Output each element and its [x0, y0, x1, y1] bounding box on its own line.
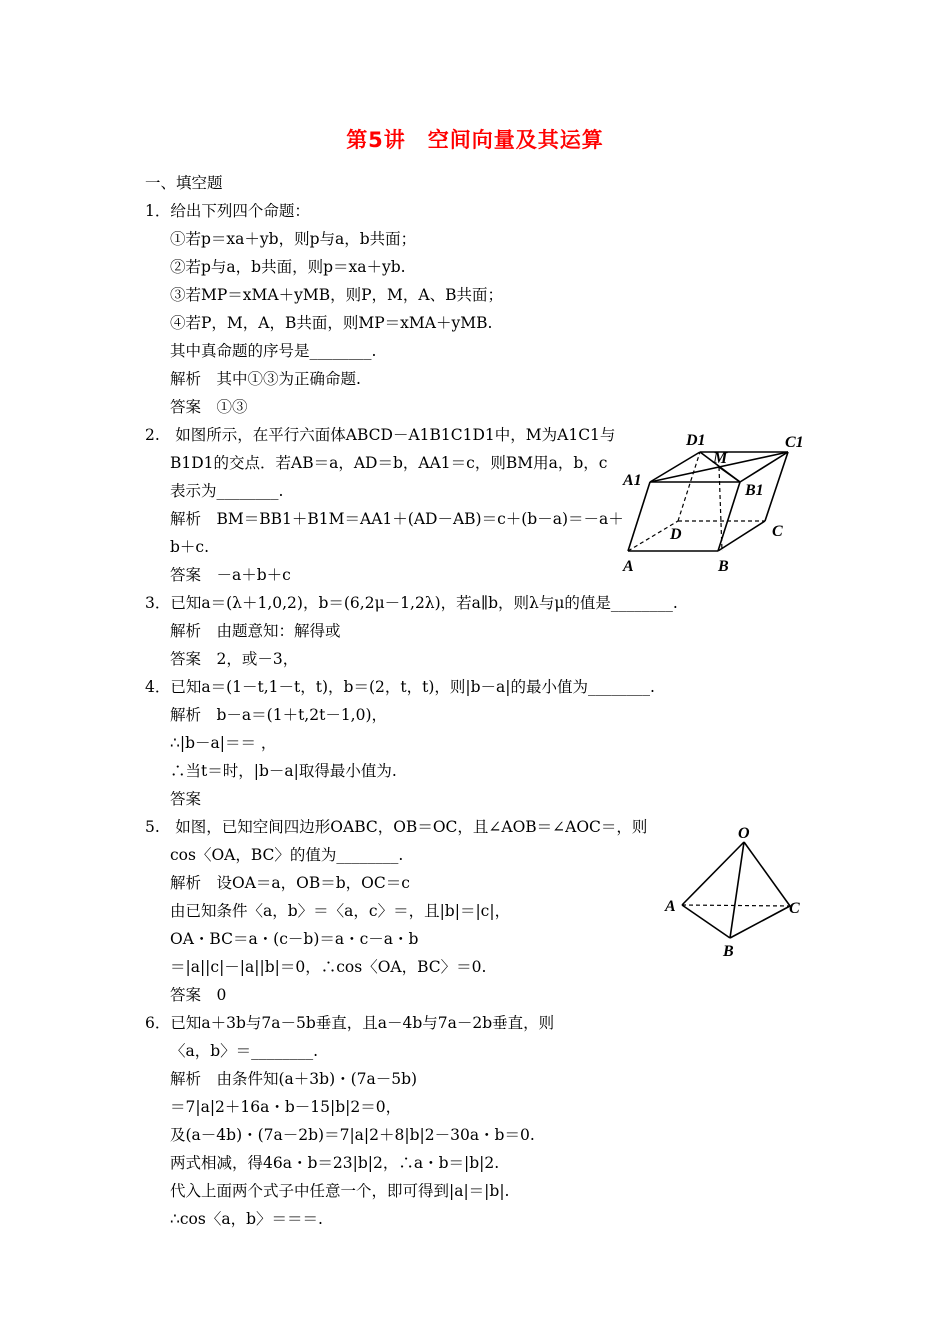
tetrahedron-figure — [660, 820, 810, 965]
label-B: B — [718, 558, 729, 575]
text-line: 答案 0 — [170, 986, 227, 1004]
text-line: 答案 2，或－3， — [170, 650, 299, 668]
text-line: 代入上面两个式子中任意一个，即可得到|a|＝|b|. — [170, 1182, 510, 1200]
label-C1: C1 — [785, 434, 804, 451]
text-line: 答案 — [170, 790, 202, 808]
label-C: C — [772, 523, 783, 540]
text-line: 解析 b－a＝(1＋t,2t－1,0)， — [170, 706, 388, 724]
label-O: O — [738, 825, 750, 842]
text-line: cos〈OA，BC〉的值为________. — [170, 846, 404, 864]
text-line: OA・BC＝a・(c－b)＝a・c－a・b — [170, 930, 419, 948]
text-line: 由已知条件〈a，b〉＝〈a，c〉＝，且|b|＝|c|， — [170, 902, 511, 920]
label-C2: C — [789, 900, 800, 917]
text-line: ③若MP＝xMA＋yMB，则P，M，A、B共面； — [170, 286, 504, 304]
text-line: 1．给出下列四个命题： — [145, 202, 310, 220]
text-line: 解析 BM＝BB1＋B1M＝AA1＋(AD－AB)＝c＋(b－a)＝－a＋ — [170, 510, 624, 528]
text-line: B1D1的交点．若AB＝a，AD＝b，AA1＝c，则BM用a，b，c — [170, 454, 608, 472]
text-line: 其中真命题的序号是________. — [170, 342, 377, 360]
text-line: 解析 设OA＝a，OB＝b，OC＝c — [170, 874, 410, 892]
label-B1: B1 — [745, 482, 764, 499]
text-line: ∴当t＝时，|b－a|取得最小值为. — [170, 762, 397, 780]
label-D1: D1 — [686, 432, 706, 449]
text-line: 解析 其中①③为正确命题. — [170, 370, 361, 388]
text-line: 6．已知a＋3b与7a－5b垂直，且a－4b与7a－2b垂直，则 — [145, 1014, 555, 1032]
text-line: 解析 由题意知：解得或 — [170, 622, 341, 640]
text-line: 〈a，b〉＝________. — [170, 1042, 319, 1060]
text-line: b＋c. — [170, 538, 210, 556]
text-line: ∴cos〈a，b〉＝＝＝. — [170, 1210, 323, 1228]
text-line: 解析 由条件知(a＋3b)・(7a－5b) — [170, 1070, 418, 1088]
text-line: 两式相减，得46a・b＝23|b|2，∴a・b＝|b|2. — [170, 1154, 500, 1172]
label-D: D — [670, 526, 682, 543]
text-line: ④若P，M，A，B共面，则MP＝xMA＋yMB. — [170, 314, 493, 332]
text-line: 4．已知a＝(1－t,1－t，t)，b＝(2，t，t)，则|b－a|的最小值为________. — [145, 678, 655, 696]
text-line: 2. 如图所示，在平行六面体ABCD－A1B1C1D1中，M为A1C1与 — [145, 426, 616, 444]
page-title: 第5讲 空间向量及其运算 — [346, 128, 604, 152]
text-line: ②若p与a，b共面，则p＝xa＋yb. — [170, 258, 406, 276]
label-B2: B — [723, 943, 734, 960]
text-line: 表示为________. — [170, 482, 284, 500]
text-line: 答案 －a＋b＋c — [170, 566, 291, 584]
label-A: A — [623, 558, 634, 575]
label-A2: A — [665, 898, 676, 915]
text-line: 5. 如图，已知空间四边形OABC，OB＝OC，且∠AOB＝∠AOC＝，则 — [145, 818, 648, 836]
label-A1: A1 — [623, 472, 642, 489]
parallelepiped-figure — [610, 425, 810, 580]
label-M: M — [713, 450, 728, 467]
text-line: 一、填空题 — [145, 174, 223, 192]
text-line: ＝7|a|2＋16a・b－15|b|2＝0， — [170, 1098, 402, 1116]
text-line: ∴|b－a|＝＝ ， — [170, 734, 277, 752]
text-line: 及(a－4b)・(7a－2b)＝7|a|2＋8|b|2－30a・b＝0. — [170, 1126, 535, 1144]
text-line: ＝|a||c|－|a||b|＝0，∴cos〈OA，BC〉＝0. — [170, 958, 487, 976]
text-line: ①若p＝xa＋yb，则p与a，b共面； — [170, 230, 417, 248]
text-line: 3．已知a＝(λ＋1,0,2)，b＝(6,2μ－1,2λ)，若a∥b，则λ与μ的值是________. — [145, 594, 678, 612]
text-line: 答案 ①③ — [170, 398, 248, 416]
